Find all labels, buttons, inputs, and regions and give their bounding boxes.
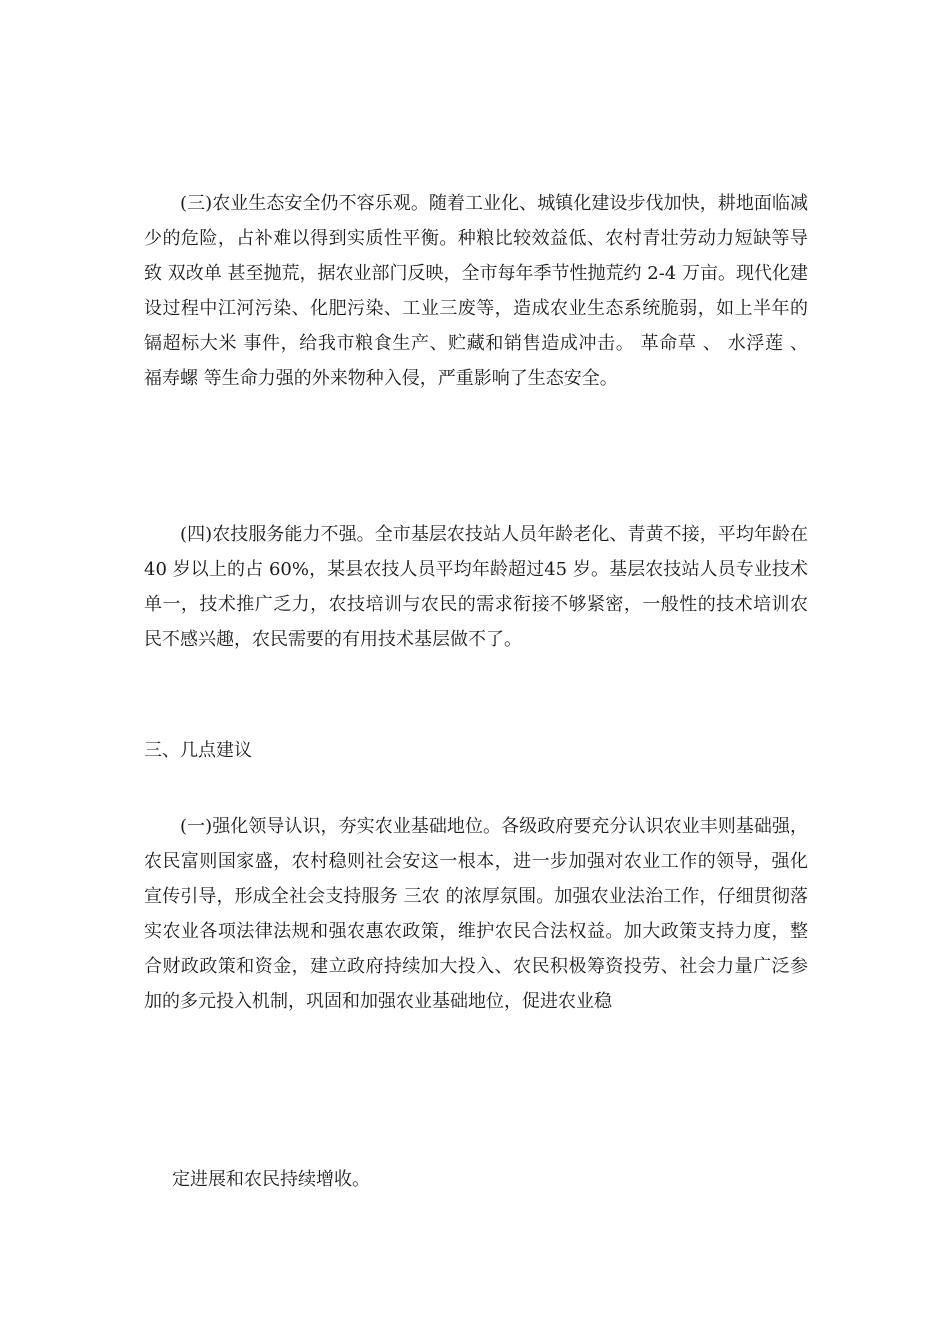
paragraph-continuation: 定进展和农民持续增收。 bbox=[172, 1169, 370, 1190]
paragraph-leadership: (一)强化领导认识，夯实农业基础地位。各级政府要充分认识农业丰则基础强，农民富则国家盛，农村稳则社会安这一根本，进一步加强对农业工作的领导，强化宣传引导，形成全社会支持服务 三农 的浓厚氛围。加强农业法治工作，仔细贯彻落实农业各项法律法规和强农惠农政策，维护农民合法权益。加大政策支持力度，整合财政政策和资金，建立政府持续加大投入、农民积极筹资投劳、社会力量广泛参加的多元投入机制，巩固和加强农业基础地位，促进农业稳 bbox=[144, 816, 808, 1012]
paragraph-ecology-safety: (三)农业生态安全仍不容乐观。随着工业化、城镇化建设步伐加快，耕地面临减少的危险，占补难以得到实质性平衡。种粮比较效益低、农村青壮劳动力短缺等导致 双改单 甚至抛荒，据农业部门反映，全市每年季节性抛荒约 2-4 万亩。现代化建设过程中江河污染、化肥污染、工业三废等，造成农业生态系统脆弱，如上半年的 镉超标大米 事件，给我市粮食生产、贮藏和销售造成冲击。 革命草 、 水浮莲 、 福寿螺 等生命力强的外来物种入侵，严重影响了生态安全。 bbox=[144, 193, 808, 389]
section-heading-suggestions: 三、几点建议 bbox=[144, 740, 252, 761]
paragraph-tech-services: (四)农技服务能力不强。全市基层农技站人员年龄老化、青黄不接，平均年龄在 40 岁以上的占 60%，某县农技人员平均年龄超过45 岁。基层农技站人员专业技术单一，技术推广乏力，农技培训与农民的需求衔接不够紧密，一般性的技术培训农民不感兴趣，农民需要的有用技术基层做不了。 bbox=[144, 524, 808, 650]
